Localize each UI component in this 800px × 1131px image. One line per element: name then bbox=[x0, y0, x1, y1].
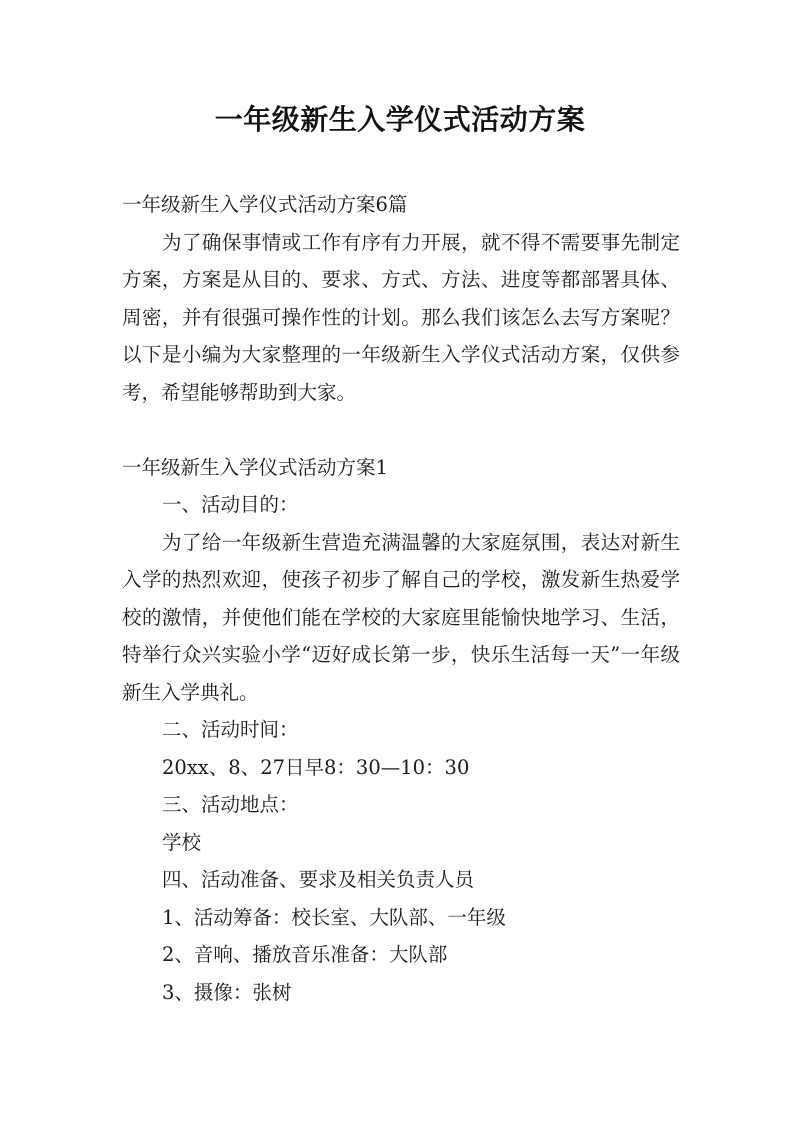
document-body bbox=[122, 186, 680, 1011]
place-value: 学校 bbox=[162, 830, 202, 854]
time-value: 20xx、8、27日早8：30—10：30 bbox=[162, 755, 470, 779]
place-heading: 三、活动地点： bbox=[162, 793, 299, 816]
prep-item: 3、摄像：张树 bbox=[162, 980, 292, 1004]
purpose-paragraph: 为了给一年级新生营造充满温馨的大家庭氛围，表达对新生入学的热烈欢迎，使孩子初步了解自己的学校，激发新生热爱学校的激情，并使他们能在学校的大家庭里能愉快地学习、生活，特举行众兴实验小学“迈好成长第一步，快乐生活每一天”一年级新生入学典礼。 bbox=[122, 530, 680, 704]
section-heading: 一年级新生入学仪式活动方案1 bbox=[122, 455, 388, 479]
intro-heading: 一年级新生入学仪式活动方案6篇 bbox=[122, 193, 408, 216]
document-title: 一年级新生入学仪式活动方案 bbox=[214, 103, 586, 136]
prep-item: 1、活动筹备：校长室、大队部、一年级 bbox=[162, 905, 506, 929]
prep-heading: 四、活动准备、要求及相关负责人员 bbox=[162, 868, 475, 891]
prep-item: 2、音响、播放音乐准备：大队部 bbox=[162, 943, 448, 966]
intro-paragraph: 为了确保事情或工作有序有力开展，就不得不需要事先制定方案，方案是从目的、要求、方式、方法、进度等都部署具体、周密，并有很强可操作性的计划。那么我们该怎么去写方案呢？以下是小编为大家整理的一年级新生入学仪式活动方案，仅供参考，希望能够帮助到大家。 bbox=[122, 230, 680, 404]
time-heading: 二、活动时间： bbox=[162, 718, 299, 741]
blank-line bbox=[122, 411, 680, 449]
purpose-heading: 一、活动目的： bbox=[162, 493, 299, 516]
